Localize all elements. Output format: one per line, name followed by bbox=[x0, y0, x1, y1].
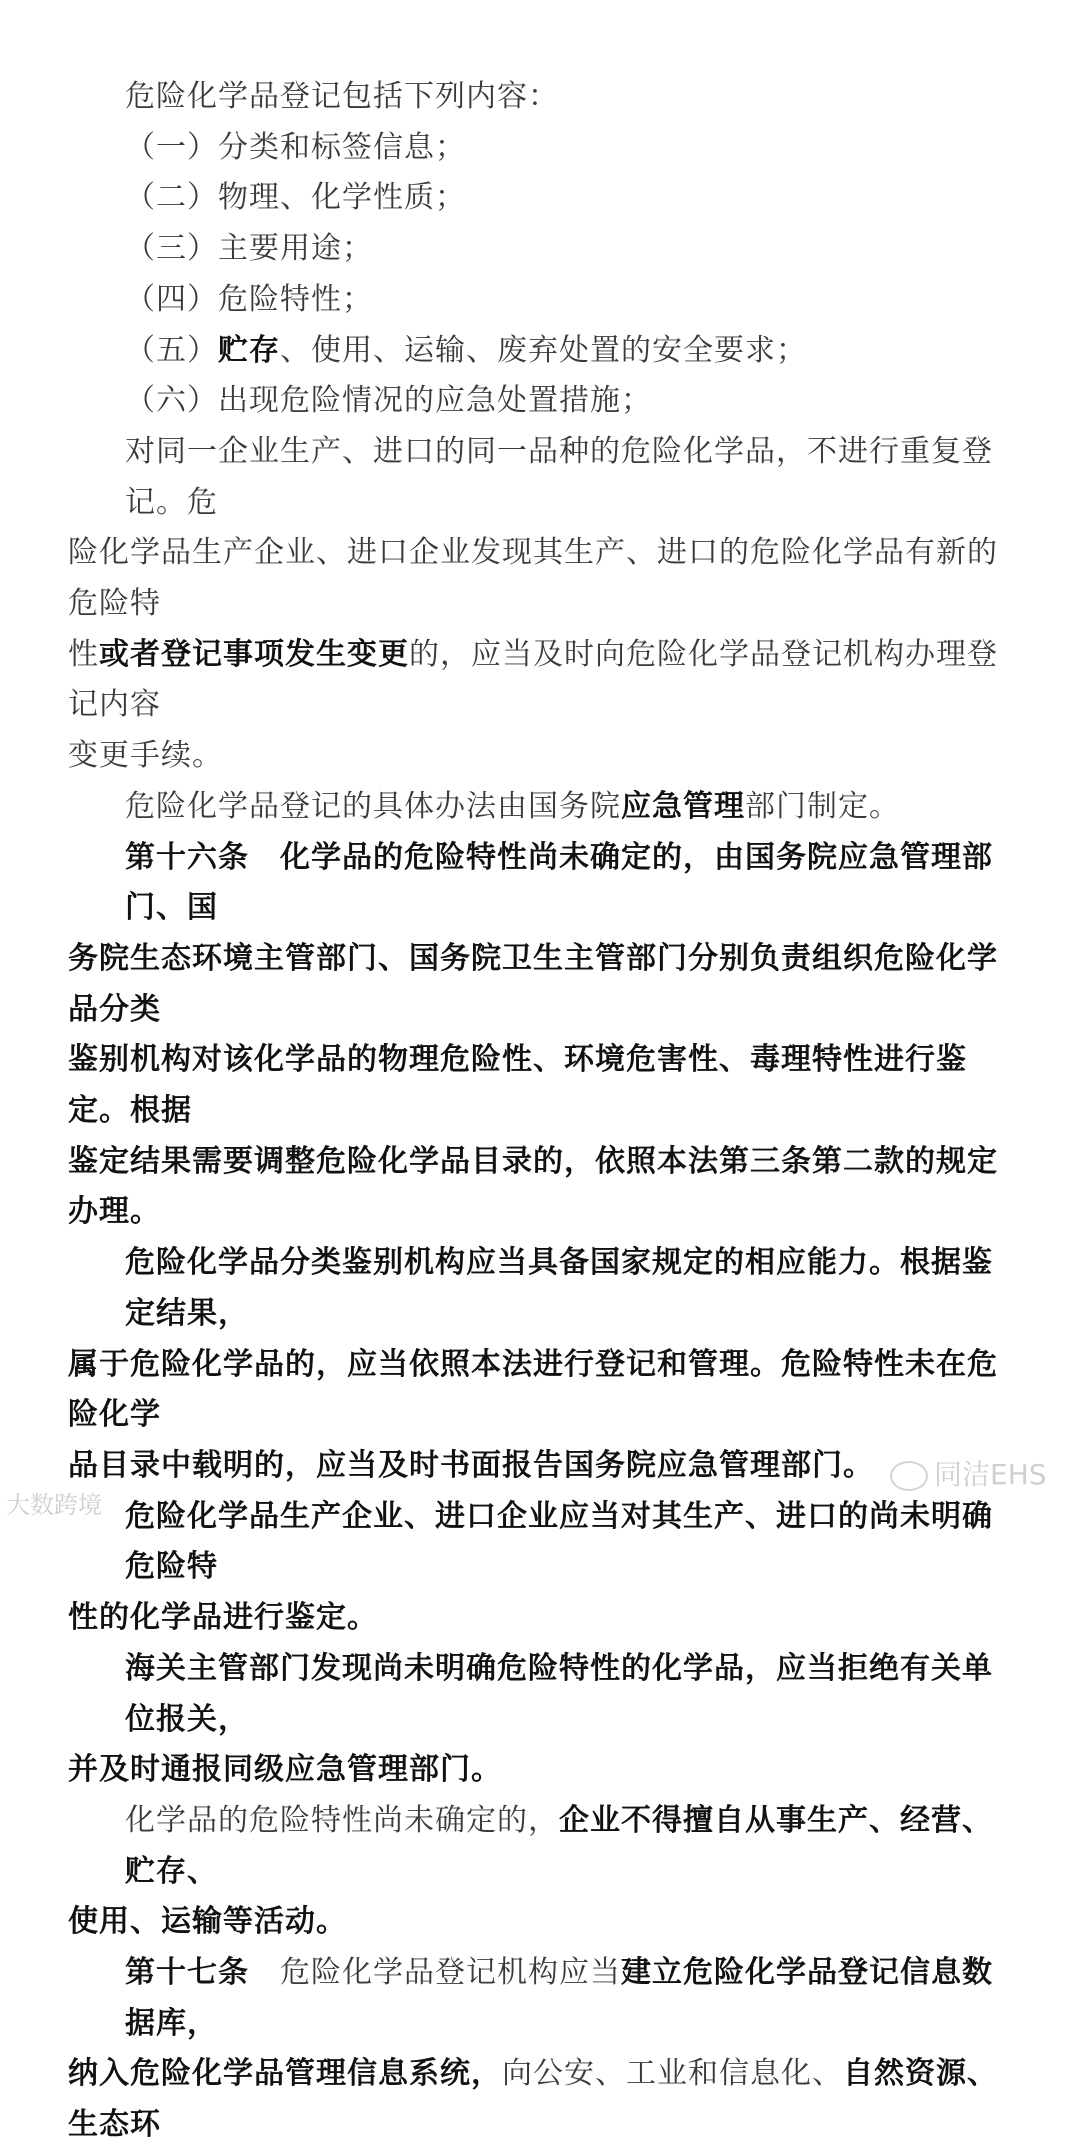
text-line bbox=[68, 72, 1018, 123]
text-segment: 险化学品生产企业、进口企业发现其生产、进口的危险化学品有新的危险特 bbox=[68, 535, 998, 622]
text-segment: （五） bbox=[125, 332, 218, 368]
text-segment: （三）主要用途； bbox=[125, 231, 373, 267]
text-line bbox=[68, 376, 1018, 427]
bold-text-segment: 或者登记事项发生变更 bbox=[99, 636, 409, 672]
text-line bbox=[68, 173, 1018, 224]
text-line bbox=[68, 528, 1018, 629]
text-line bbox=[68, 2049, 1018, 2150]
text-line bbox=[68, 1238, 1018, 1339]
text-segment: 向公安、工业和信息化、 bbox=[502, 2056, 843, 2092]
text-line bbox=[68, 1340, 1018, 1441]
text-segment: 危险化学品登记的具体办法由国务院 bbox=[125, 788, 621, 824]
bold-text-segment: 纳入危险化学品管理信息系统， bbox=[68, 2056, 502, 2092]
text-line bbox=[68, 1441, 1018, 1492]
text-segment: 化学品的危险特性尚未确定的， bbox=[125, 1802, 559, 1838]
text-line bbox=[68, 833, 1018, 934]
text-line bbox=[68, 1897, 1018, 1948]
text-line bbox=[68, 224, 1018, 275]
bold-text-segment: 鉴定结果需要调整危险化学品目录的，依照本法第三条第二款的规定办理。 bbox=[68, 1143, 998, 1230]
text-segment: 的，应当及时向危险化学品登记机构办理登记内容 bbox=[68, 636, 998, 723]
bold-text-segment: 海关主管部门发现尚未明确危险特性的化学品，应当拒绝有关单位报关， bbox=[125, 1650, 993, 1737]
bold-text-segment: 危险化学品生产企业、进口企业应当对其生产、进口的尚未明确危险特 bbox=[125, 1498, 993, 1585]
text-line bbox=[68, 630, 1018, 731]
text-line bbox=[68, 1948, 1018, 2049]
text-segment: （二）物理、化学性质； bbox=[125, 180, 466, 216]
text-line bbox=[68, 1137, 1018, 1238]
text-segment: （六）出现危险情况的应急处置措施； bbox=[125, 383, 652, 419]
watermark-tongjie-ehs bbox=[890, 1453, 1047, 1493]
text-segment: 性 bbox=[68, 636, 99, 672]
text-line bbox=[68, 1492, 1018, 1593]
bold-text-segment: 建立危险化学品登记信息数据库， bbox=[125, 1955, 993, 2041]
text-line bbox=[68, 782, 1018, 833]
bold-text-segment: 性的化学品进行鉴定。 bbox=[68, 1600, 378, 1636]
text-segment: （四）危险特性； bbox=[125, 281, 373, 317]
bold-text-segment: 鉴别机构对该化学品的物理危险性、环境危害性、毒理特性进行鉴定。根据 bbox=[68, 1042, 967, 1129]
bold-text-segment: 属于危险化学品的，应当依照本法进行登记和管理。危险特性未在危险化学 bbox=[68, 1346, 998, 1433]
bold-text-segment: 企业不得擅自从事生产、经营、贮存、 bbox=[125, 1802, 993, 1889]
text-line bbox=[68, 731, 1018, 782]
text-line bbox=[68, 934, 1018, 1035]
wechat-icon bbox=[890, 1461, 928, 1491]
text-segment: 部门制定。 bbox=[745, 788, 900, 824]
bold-text-segment: 危险化学品分类鉴别机构应当具备国家规定的相应能力。根据鉴定结果， bbox=[125, 1245, 993, 1331]
text-line bbox=[68, 326, 1018, 377]
text-segment: （一）分类和标签信息； bbox=[125, 129, 466, 165]
text-segment: 变更手续。 bbox=[68, 738, 223, 774]
bold-text-segment: 品目录中载明的，应当及时书面报告国务院应急管理部门。 bbox=[68, 1447, 874, 1483]
text-line bbox=[68, 1796, 1018, 1897]
watermark-dashu-kuajing bbox=[6, 1485, 102, 1520]
text-segment: 危险化学品登记包括下列内容： bbox=[125, 79, 559, 114]
bold-text-segment: 并及时通报同级应急管理部门。 bbox=[68, 1752, 502, 1788]
text-segment: 危险化学品登记机构应当 bbox=[280, 1955, 621, 1991]
text-segment: 对同一企业生产、进口的同一品种的危险化学品，不进行重复登记。危 bbox=[125, 433, 993, 520]
bold-text-segment: 贮存 bbox=[218, 332, 280, 368]
bold-text-segment: 使用、运输等活动。 bbox=[68, 1904, 347, 1940]
text-line bbox=[68, 123, 1018, 174]
text-line bbox=[68, 427, 1018, 528]
bold-text-segment: 第十七条 bbox=[125, 1955, 280, 1991]
watermark-text: 同洁EHS bbox=[934, 1458, 1047, 1491]
text-line bbox=[68, 1035, 1018, 1136]
text-line bbox=[68, 1644, 1018, 1745]
text-segment: 、使用、运输、废弃处置的安全要求； bbox=[280, 332, 807, 368]
bold-text-segment: 自然资源、生态环 bbox=[68, 2056, 998, 2143]
text-line bbox=[68, 1745, 1018, 1796]
bold-text-segment: 第十六条 化学品的危险特性尚未确定的，由国务院应急管理部门、国 bbox=[125, 839, 993, 926]
text-line bbox=[68, 275, 1018, 326]
watermark-text: 大数跨境 bbox=[6, 1491, 102, 1519]
bold-text-segment: 应急管理 bbox=[621, 788, 745, 824]
bold-text-segment: 务院生态环境主管部门、国务院卫生主管部门分别负责组织危险化学品分类 bbox=[68, 940, 998, 1027]
document-page bbox=[68, 0, 1018, 2151]
text-line bbox=[68, 1593, 1018, 1644]
